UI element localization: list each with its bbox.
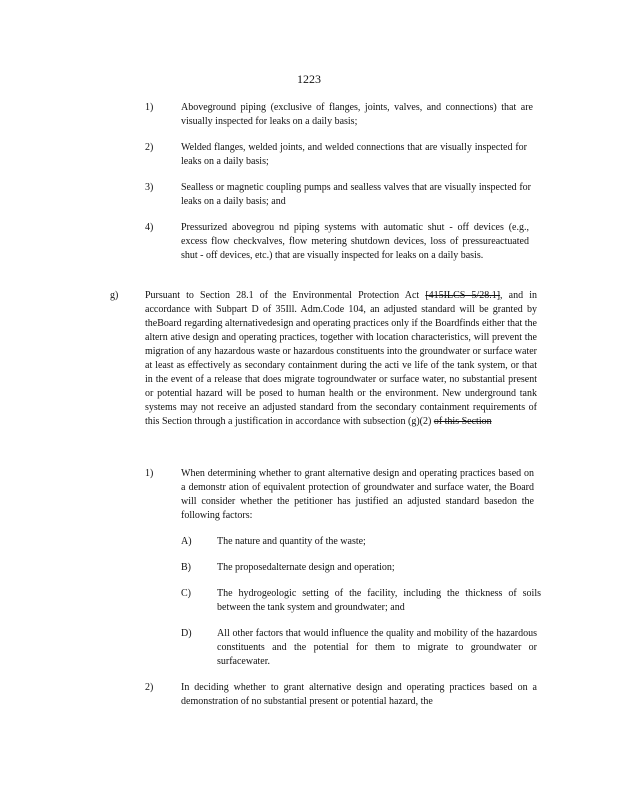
factor-text: The proposedalternate design and operation; bbox=[217, 562, 395, 573]
list-item-text: Aboveground piping (exclusive of flanges, joints, valves, and connections) that are visually inspected for leaks on a daily basis; bbox=[181, 102, 533, 127]
paragraph-text: Pursuant to Section 28.1 of the Environmental Protection Act bbox=[145, 290, 426, 301]
item-number: 3) bbox=[145, 182, 154, 193]
list-item-text: In deciding whether to grant alternative design and operating practices based on a demonstration of no substantial present or potential hazard, the bbox=[181, 682, 537, 707]
section-label: g) bbox=[110, 290, 119, 301]
item-number: 1) bbox=[145, 102, 154, 113]
struck-citation: [415ILCS 5/28.1] bbox=[425, 290, 501, 301]
factor-text: All other factors that would influence the quality and mobility of the hazardous constituents and the potential for them to migrate to groundwater or surfacewater. bbox=[217, 628, 537, 667]
factor-letter: A) bbox=[181, 536, 192, 547]
factor-text: The hydrogeologic setting of the facility, including the thickness of soils between the tank system and groundwater; and bbox=[217, 588, 541, 613]
factor-letter: B) bbox=[181, 562, 191, 573]
section-g-paragraph bbox=[145, 289, 537, 429]
factor-letter: D) bbox=[181, 628, 192, 639]
list-item-text: Pressurized abovegrou nd piping systems with automatic shut - off devices (e.g., excess flow checkvalves, flow metering shutdown devices, loss of pressureactuated shut - off devices, etc.) that are visually inspected for leaks on a daily basis. bbox=[181, 222, 529, 261]
struck-text: of this Section bbox=[433, 416, 492, 427]
page-number: 1223 bbox=[297, 72, 321, 86]
item-number: 1) bbox=[145, 468, 154, 479]
list-item-text: Welded flanges, welded joints, and welded connections that are visually inspected for leaks on a daily basis; bbox=[181, 142, 527, 167]
item-number: 4) bbox=[145, 222, 154, 233]
factor-text: The nature and quantity of the waste; bbox=[217, 536, 366, 547]
item-number: 2) bbox=[145, 682, 154, 693]
list-item-text: Sealless or magnetic coupling pumps and sealless valves that are visually inspected for leaks on a daily basis; and bbox=[181, 182, 531, 207]
item-number: 2) bbox=[145, 142, 154, 153]
list-item-text: When determining whether to grant alternative design and operating practices based on a demonstr ation of equivalent protection of groundwater and surface water, the Board will consider whether the petitioner has justified an adjusted standard basedon the following factors: bbox=[181, 468, 534, 521]
factor-letter: C) bbox=[181, 588, 191, 599]
paragraph-text: , and in accordance with Subpart D of 35Ill. Adm.Code 104, an adjusted standard will be granted by theBoard regarding alternativedesign and operating practices only if the Boardfinds either that the altern ative design and operating practices, together with location characteristics, will prevent the migration of any hazardous waste or hazardous constituents into the groundwater or surface water at least as effectively as secondary containment during the acti ve life of the tank system, or that in the event of a release that does migrate togroundwater or surface water, no substantial present or potential hazard will be posed to human health or the environment. New underground tank systems may not receive an adjusted standard from the secondary containment requirements of this Section through a justification in accordance with subsection (g)(2) bbox=[145, 290, 538, 427]
